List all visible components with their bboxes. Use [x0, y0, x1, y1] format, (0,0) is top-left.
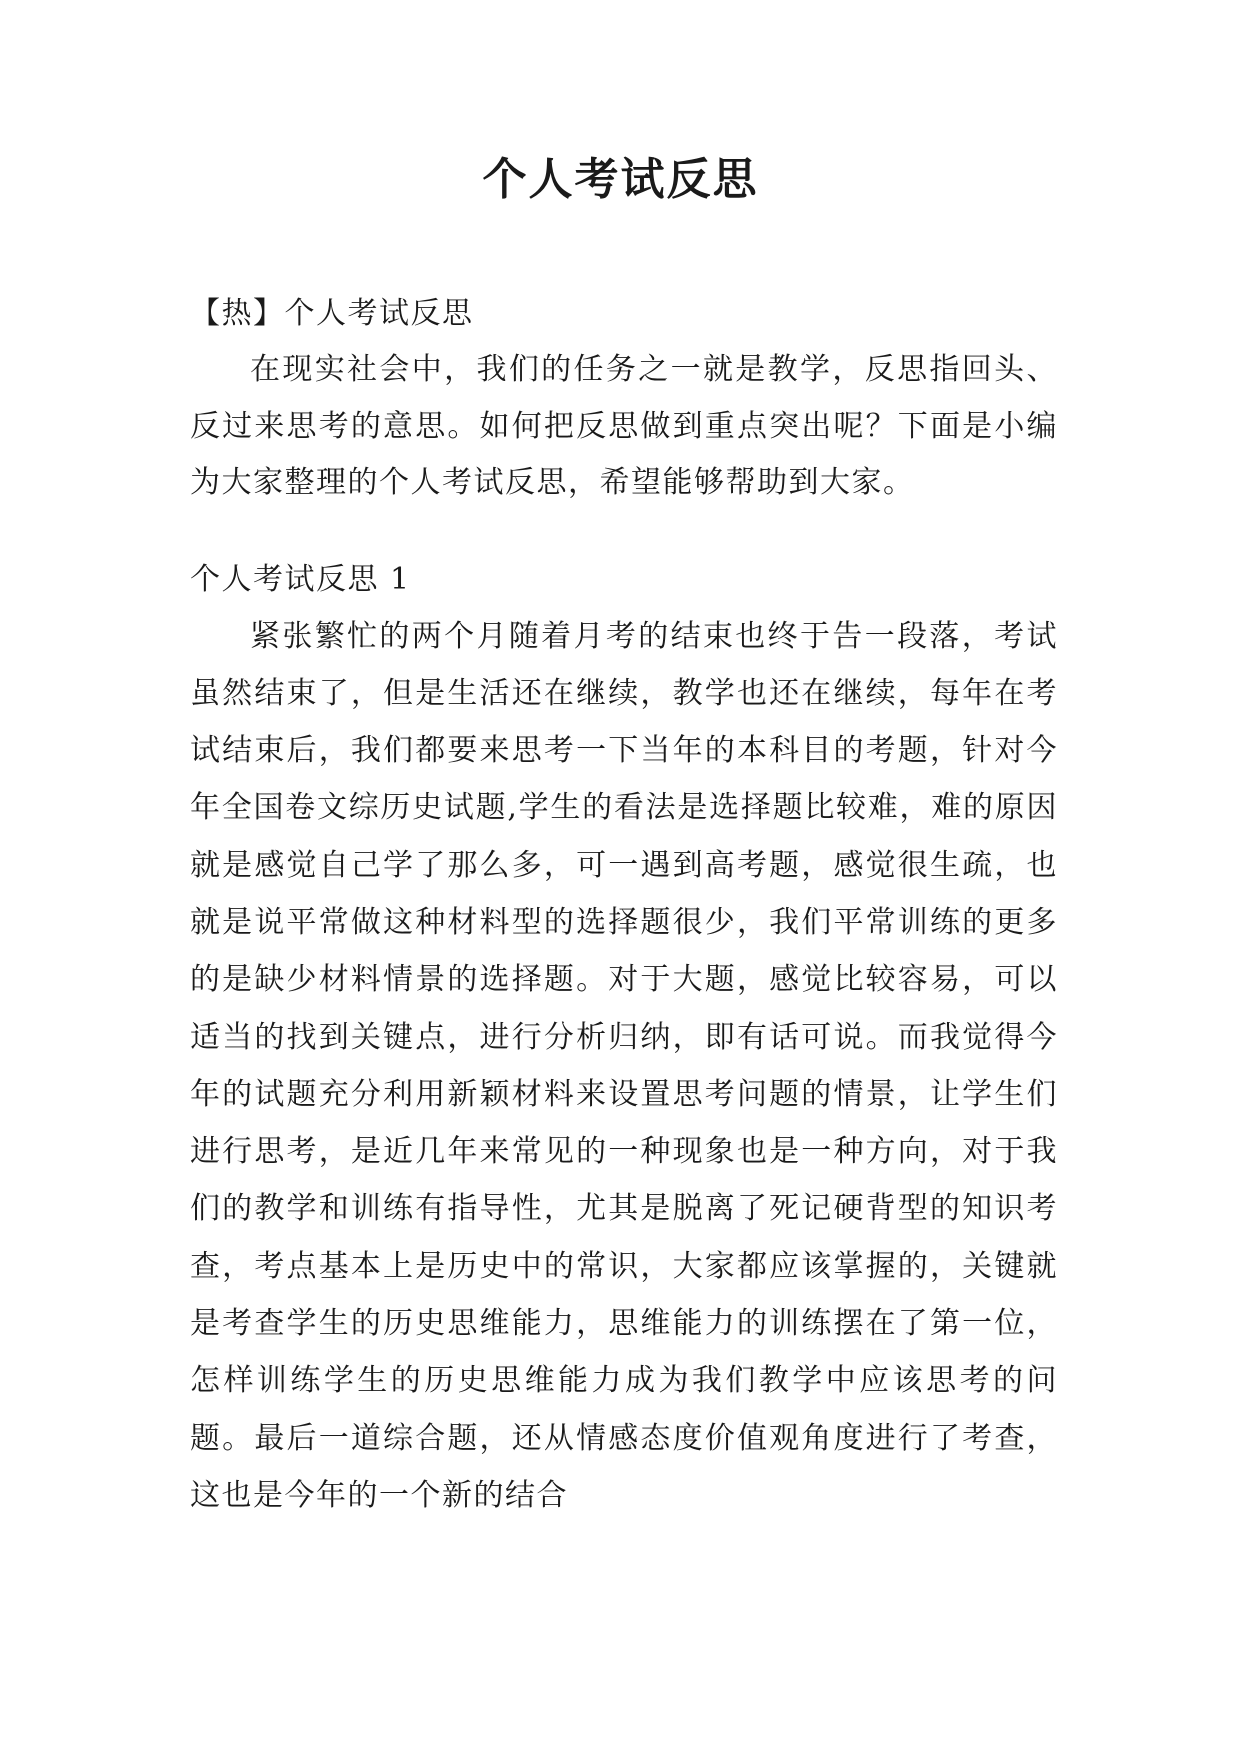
document-title: 个人考试反思	[482, 154, 759, 205]
section-spacer	[190, 512, 1058, 552]
document-subtitle: 【热】个人考试反思	[190, 296, 474, 331]
document-content	[190, 286, 1058, 1524]
intro-paragraph: 在现实社会中，我们的任务之一就是教学，反思指回头、反过来思考的意思。如何把反思做到重点突出呢？下面是小编为大家整理的个人考试反思，希望能够帮助到大家。	[190, 352, 1058, 500]
section-body-paragraph: 紧张繁忙的两个月随着月考的结束也终于告一段落，考试虽然结束了，但是生活还在继续，教学也还在继续，每年在考试结束后，我们都要来思考一下当年的本科目的考题，针对今年全国卷文综历史试题,学生的看法是选择题比较难，难的原因就是感觉自己学了那么多，可一遇到高考题，感觉很生疏，也就是说平常做这种材料型的选择题很少，我们平常训练的更多的是缺少材料情景的选择题。对于大题，感觉比较容易，可以适当的找到关键点，进行分析归纳，即有话可说。而我觉得今年的试题充分利用新颖材料来设置思考问题的情景，让学生们进行思考，是近几年来常见的一种现象也是一种方向，对于我们的教学和训练有指导性，尤其是脱离了死记硬背型的知识考查，考点基本上是历史中的常识，大家都应该掌握的，关键就是考查学生的历史思维能力，思维能力的训练摆在了第一位，怎样训练学生的历史思维能力成为我们教学中应该思考的问题。最后一道综合题，还从情感态度价值观角度进行了考查，这也是今年的一个新的结合	[190, 618, 1058, 1513]
section-heading: 个人考试反思 1	[190, 561, 411, 597]
